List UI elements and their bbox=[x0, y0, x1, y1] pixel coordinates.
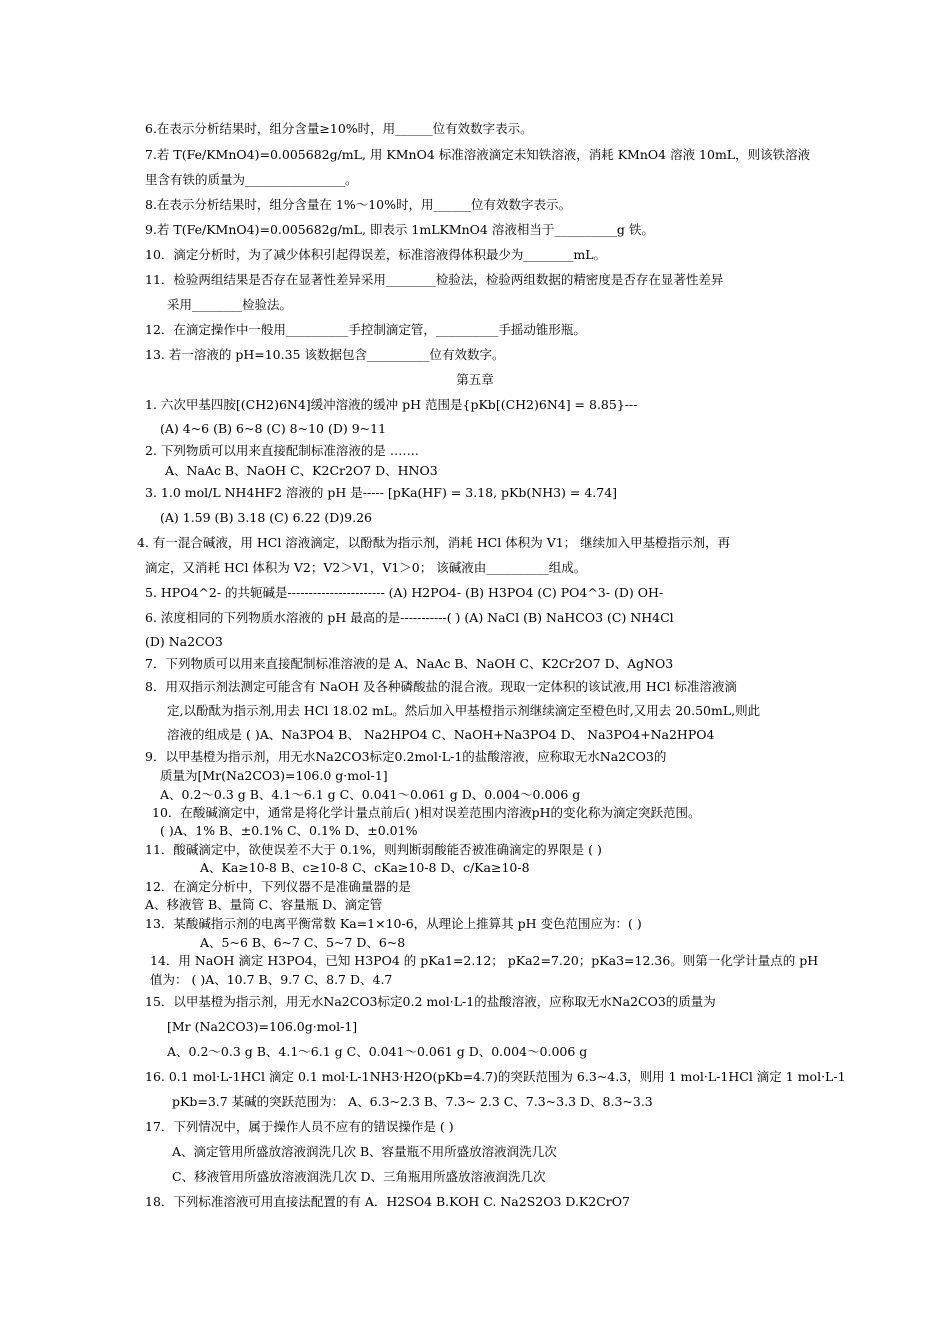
ch5-question-10: 10．在酸碱滴定中，通常是将化学计量点前后( )相对误差范围内溶液pH的变化称为滴定突跃范围。 bbox=[152, 805, 701, 820]
ch5-question-14: 14．用 NaOH 滴定 H3PO4，已知 H3PO4 的 pKa1=2.12； pKa2=7.20；pKa3=12.36。则第一化学计量点的 pH bbox=[150, 953, 819, 968]
ch5-question-5: 5. HPO4^2- 的共轭碱是----------------------- (A) H2PO4- (B) H3PO4 (C) PO4^3- (D) OH- bbox=[145, 585, 664, 600]
ch5-question-15-cont: [Mr (Na2CO3)=106.0g·mol-1] bbox=[167, 1019, 358, 1034]
question-8: 8.在表示分析结果时，组分含量在 1%～10%时，用______位有效数字表示。 bbox=[145, 197, 572, 212]
question-7-cont: 里含有铁的质量为________________。 bbox=[145, 172, 358, 187]
ch5-question-15: 15．以甲基橙为指示剂，用无水Na2CO3标定0.2 mol·L-1的盐酸溶液，应称取无水Na2CO3的质量为 bbox=[145, 994, 716, 1009]
ch5-question-12: 12．在滴定分析中，下列仪器不是准确量器的是 bbox=[145, 879, 411, 894]
ch5-question-1: 1. 六次甲基四胺[(CH2)6N4]缓冲溶液的缓冲 pH 范围是{pKb[(CH2)6N4] = 8.85}--- bbox=[145, 397, 638, 412]
ch5-question-17: 17．下列情况中，属于操作人员不应有的错误操作是 ( ) bbox=[145, 1119, 454, 1134]
ch5-question-17-options-cd: C、移液管用所盛放溶液润洗几次 D、三角瓶用所盛放溶液润洗几次 bbox=[172, 1169, 546, 1184]
ch5-question-11-options: A、Ka≥10-8 B、c≥10-8 C、cKa≥10-8 D、c/Ka≥10-8 bbox=[200, 860, 530, 875]
ch5-question-8-options: 溶液的组成是 ( )A、Na3PO4 B、 Na2HPO4 C、NaOH+Na3PO4 D、 Na3PO4+Na2HPO4 bbox=[167, 727, 715, 742]
ch5-question-10-options: ( )A、1% B、±0.1% C、0.1% D、±0.01% bbox=[160, 823, 418, 838]
question-6: 6.在表示分析结果时，组分含量≥10%时，用______位有效数字表示。 bbox=[145, 121, 533, 136]
question-10: 10．滴定分析时，为了减少体积引起得误差，标准溶液得体积最少为________mL。 bbox=[145, 247, 607, 262]
question-13: 13. 若一溶液的 pH=10.35 该数据包含__________位有效数字。 bbox=[145, 347, 505, 362]
ch5-question-8-cont: 定,以酚酞为指示剂,用去 HCl 18.02 mL。然后加入甲基橙指示剂继续滴定至橙色时,又用去 20.50mL,则此 bbox=[167, 703, 761, 718]
question-7: 7.若 T(Fe/KMnO4)=0.005682g/mL, 用 KMnO4 标准溶液滴定未知铁溶液，消耗 KMnO4 溶液 10mL，则该铁溶液 bbox=[145, 147, 811, 162]
ch5-question-9: 9．以甲基橙为指示剂，用无水Na2CO3标定0.2mol·L-1的盐酸溶液，应称取无水Na2CO3的 bbox=[145, 749, 667, 764]
ch5-question-15-options: A、0.2～0.3 g B、4.1～6.1 g C、0.041～0.061 g D、0.004～0.006 g bbox=[167, 1044, 588, 1059]
ch5-question-4-cont: 滴定，又消耗 HCl 体积为 V2；V2＞V1，V1＞0； 该碱液由__________组成。 bbox=[145, 560, 587, 575]
ch5-question-9-options: A、0.2～0.3 g B、4.1～6.1 g C、0.041～0.061 g D、0.004～0.006 g bbox=[160, 787, 581, 802]
ch5-question-9-cont: 质量为[Mr(Na2CO3)=106.0 g·mol-1] bbox=[160, 768, 388, 783]
ch5-question-18: 18．下列标准溶液可用直接法配置的有 A．H2SO4 B.KOH C. Na2S2O3 D.K2CrO7 bbox=[145, 1194, 630, 1209]
ch5-question-12-options: A、移液管 B、量筒 C、容量瓶 D、滴定管 bbox=[145, 897, 383, 912]
ch5-question-1-options: (A) 4~6 (B) 6~8 (C) 8~10 (D) 9~11 bbox=[160, 421, 387, 436]
chapter-heading: 第五章 bbox=[456, 372, 494, 387]
ch5-question-6-cont: (D) Na2CO3 bbox=[145, 634, 223, 649]
ch5-question-11: 11．酸碱滴定中，欲使误差不大于 0.1%，则判断弱酸能否被准确滴定的界限是 ( ) bbox=[145, 842, 602, 857]
ch5-question-3: 3. 1.0 mol/L NH4HF2 溶液的 pH 是----- [pKa(HF) = 3.18, pKb(NH3) = 4.74] bbox=[145, 485, 618, 500]
ch5-question-6: 6. 浓度相同的下列物质水溶液的 pH 最高的是-----------( ) (A) NaCl (B) NaHCO3 (C) NH4Cl bbox=[145, 610, 674, 625]
ch5-question-4: 4. 有一混合碱液，用 HCl 溶液滴定，以酚酞为指示剂，消耗 HCl 体积为 V1； 继续加入甲基橙指示剂，再 bbox=[137, 535, 731, 550]
question-12: 12．在滴定操作中一般用__________手控制滴定管，__________手摇动锥形瓶。 bbox=[145, 322, 586, 337]
question-11: 11．检验两组结果是否存在显著性差异采用________检验法，检验两组数据的精密度是否存在显著性差异 bbox=[145, 272, 724, 287]
question-9: 9.若 T(Fe/KMnO4)=0.005682g/mL, 即表示 1mLKMnO4 溶液相当于__________g 铁。 bbox=[145, 222, 654, 237]
ch5-question-17-options-ab: A、滴定管用所盛放溶液润洗几次 B、容量瓶不用所盛放溶液润洗几次 bbox=[172, 1144, 557, 1159]
ch5-question-16: 16. 0.1 mol·L-1HCl 滴定 0.1 mol·L-1NH3·H2O(pKb=4.7)的突跃范围为 6.3~4.3，则用 1 mol·L-1HCl 滴定 1 mol·L-1 bbox=[145, 1069, 846, 1084]
ch5-question-13-options: A、5~6 B、6~7 C、5~7 D、6~8 bbox=[200, 935, 406, 950]
ch5-question-2-options: A、NaAc B、NaOH C、K2Cr2O7 D、HNO3 bbox=[165, 463, 438, 478]
ch5-question-2: 2. 下列物质可以用来直接配制标准溶液的是 ……. bbox=[145, 443, 419, 458]
ch5-question-14-options: 值为： ( )A、10.7 B、9.7 C、8.7 D、4.7 bbox=[150, 972, 393, 987]
ch5-question-7: 7．下列物质可以用来直接配制标准溶液的是 A、NaAc B、NaOH C、K2Cr2O7 D、AgNO3 bbox=[145, 656, 674, 671]
ch5-question-16-cont: pKb=3.7 某碱的突跃范围为： A、6.3~2.3 B、7.3~ 2.3 C、7.3~3.3 D、8.3~3.3 bbox=[172, 1094, 653, 1109]
ch5-question-13: 13．某酸碱指示剂的电离平衡常数 Ka=1×10-6，从理论上推算其 pH 变色范围应为：( ) bbox=[145, 916, 642, 931]
ch5-question-3-options: (A) 1.59 (B) 3.18 (C) 6.22 (D)9.26 bbox=[160, 510, 372, 525]
ch5-question-8: 8．用双指示剂法测定可能含有 NaOH 及各种磷酸盐的混合液。现取一定体积的该试液,用 HCl 标准溶液滴 bbox=[145, 679, 737, 694]
question-11-cont: 采用________检验法。 bbox=[167, 297, 293, 312]
